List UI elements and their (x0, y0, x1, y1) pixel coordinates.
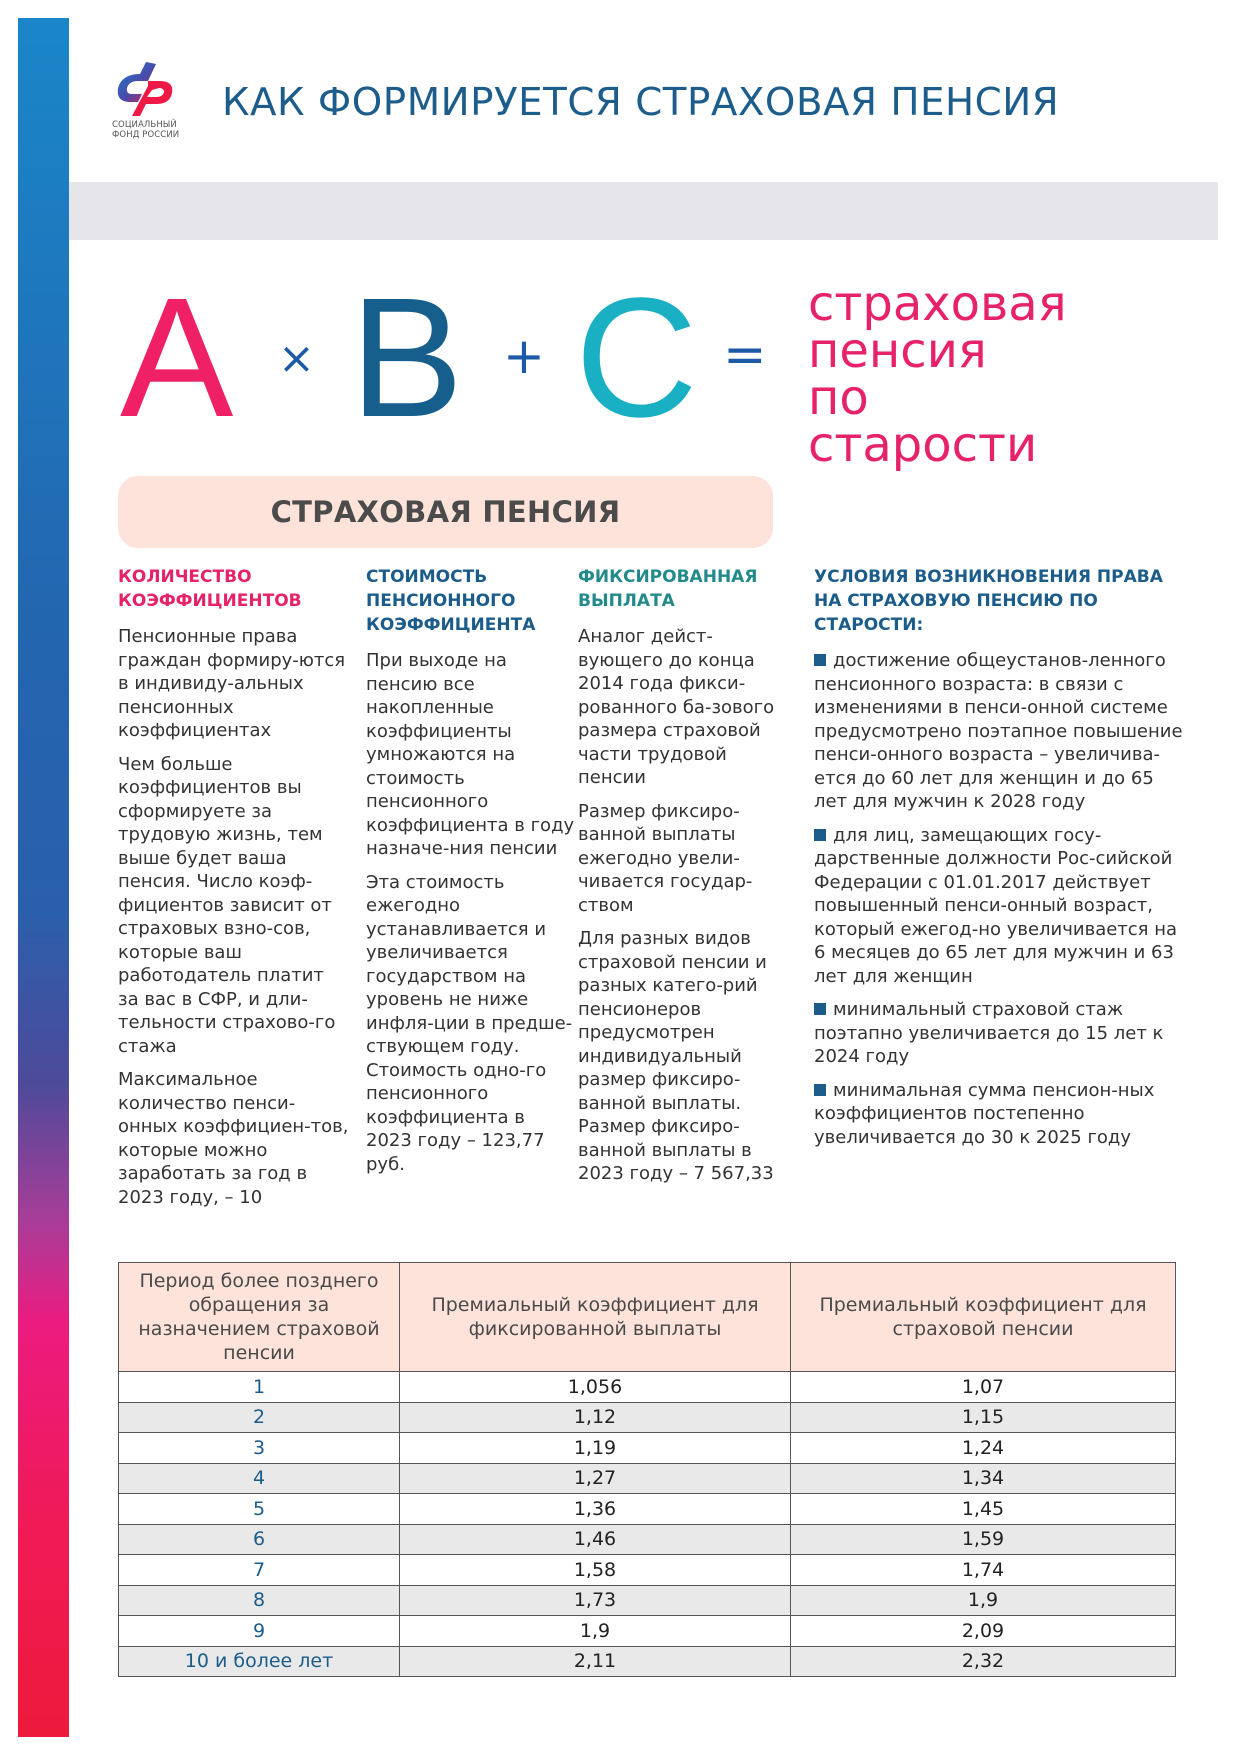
table-header-row (119, 1263, 1176, 1372)
period-cell: 3 (119, 1433, 400, 1464)
header-fixed-payment-coefficient: Премиальный коэффициент для фиксированной выплаты (400, 1263, 791, 1372)
formula-result-line-2: пенсия (808, 323, 987, 379)
insurance-pension-coefficient-cell: 1,74 (791, 1555, 1176, 1586)
fixed-payment-coefficient-cell: 1,58 (400, 1555, 791, 1586)
table-row (119, 1433, 1176, 1464)
column-paragraph: Размер фиксиро-ванной выплаты ежегодно увели-чивается государ-ством (578, 800, 753, 916)
period-cell: 10 и более лет (119, 1646, 400, 1677)
period-cell: 9 (119, 1616, 400, 1647)
insurance-pension-coefficient-cell: 1,24 (791, 1433, 1176, 1464)
insurance-pension-coefficient-cell: 1,59 (791, 1524, 1176, 1555)
formula-plus-sign: + (503, 327, 545, 385)
condition-item: достижение общеустанов-ленного пенсионного возраста: в связи с изменениями в пенси-онной системе предусмотрено поэтапное повышение пенси-онного возраста – увеличива-ется до 60 лет для женщин и до 65 лет для мужчин к 2028 году (814, 650, 1183, 812)
condition-item: минимальная сумма пенсион-ных коэффициентов постепенно увеличивается до 30 к 2025 году (814, 1079, 1155, 1148)
header-divider-band (69, 182, 1218, 240)
decorative-gradient-bar (18, 18, 69, 1737)
fixed-payment-coefficient-cell: 1,19 (400, 1433, 791, 1464)
column-coefficient-cost (366, 565, 576, 1186)
column-paragraph: Эта стоимость ежегодно устанавливается и увеличивается государством на уровень не ниже инфля-ции в предше-ствующем году. Стоимость одно-го пенсионного коэффициента в 2023 году – 123,77 руб. (366, 871, 573, 1175)
column-coefficient-count (118, 565, 350, 1219)
logo-line-2: ФОНД РОССИИ (112, 130, 180, 140)
fixed-payment-coefficient-cell: 2,11 (400, 1646, 791, 1677)
fixed-payment-coefficient-cell: 1,056 (400, 1372, 791, 1403)
column-paragraph: Для разных видов страховой пенсии и разных катего-рий пенсионеров предусмотрен индивидуальный размер фиксиро-ванной выплаты. Размер фиксиро-ванной выплаты в 2023 году – 7 567,33 (578, 928, 774, 1184)
table-row (119, 1616, 1176, 1647)
column-heading: ФИКСИРОВАННАЯ ВЫПЛАТА (578, 567, 758, 611)
period-cell: 8 (119, 1585, 400, 1616)
page-title: КАК ФОРМИРУЕТСЯ СТРАХОВАЯ ПЕНСИЯ (222, 80, 1060, 124)
sfr-logo-icon (112, 60, 178, 118)
column-paragraph: Пенсионные права граждан формиру-ются в индивиду-альных пенсионных коэффициентах (118, 626, 346, 741)
period-cell: 5 (119, 1494, 400, 1525)
logo-line-1: СОЦИАЛЬНЫЙ (112, 120, 177, 130)
column-paragraph: Максимальное количество пенси-онных коэффициен-тов, которые можно заработать за год в 2023 году, – 10 (118, 1069, 349, 1208)
column-paragraph: При выходе на пенсию все накопленные коэффициенты умножаются на стоимость пенсионного коэффициента в году назначе-ния пенсии (366, 650, 575, 859)
period-cell: 4 (119, 1463, 400, 1494)
fixed-payment-coefficient-cell: 1,73 (400, 1585, 791, 1616)
formula-term-b: B (350, 263, 464, 453)
section-title-pill (118, 476, 773, 548)
square-bullet-icon (814, 654, 826, 666)
column-eligibility-conditions (814, 565, 1184, 1159)
table-row (119, 1463, 1176, 1494)
formula-result-line-1: страховая (808, 276, 1067, 332)
premium-coefficient-table (118, 1262, 1176, 1677)
square-bullet-icon (814, 1003, 826, 1015)
insurance-pension-coefficient-cell: 1,15 (791, 1402, 1176, 1433)
header-period: Период более позднего обращения за назначением страховой пенсии (119, 1263, 400, 1372)
period-cell: 1 (119, 1372, 400, 1403)
column-paragraph: Чем больше коэффициентов вы сформируете за трудовую жизнь, тем выше будет ваша пенсия. Число коэф-фициентов зависит от страховых взно-сов, которые ваш работодатель платит за вас в СФР, и дли-тельности страхово-го стажа (118, 753, 336, 1057)
insurance-pension-coefficient-cell: 1,34 (791, 1463, 1176, 1494)
column-heading: СТОИМОСТЬ ПЕНСИОННОГО КОЭФФИЦИЕНТА (366, 567, 536, 635)
period-cell: 6 (119, 1524, 400, 1555)
table-row (119, 1372, 1176, 1403)
insurance-pension-coefficient-cell: 1,45 (791, 1494, 1176, 1525)
fixed-payment-coefficient-cell: 1,9 (400, 1616, 791, 1647)
condition-item: минимальный страховой стаж поэтапно увеличивается до 15 лет к 2024 году (814, 999, 1164, 1067)
condition-item: для лиц, замещающих госу-дарственные должности Рос-сийской Федерации с 01.01.2017 действует повышенный пенси-онный возраст, который ежегод-но увеличивается на 6 месяцев до 65 лет для мужчин и 63 лет для женщин (814, 824, 1178, 987)
table-row (119, 1524, 1176, 1555)
insurance-pension-coefficient-cell: 2,09 (791, 1616, 1176, 1647)
section-title: СТРАХОВАЯ ПЕНСИЯ (270, 495, 621, 529)
fixed-payment-coefficient-cell: 1,27 (400, 1463, 791, 1494)
column-heading: УСЛОВИЯ ВОЗНИКНОВЕНИЯ ПРАВА НА СТРАХОВУЮ ПЕНСИЮ ПО СТАРОСТИ: (814, 567, 1163, 635)
insurance-pension-coefficient-cell: 2,32 (791, 1646, 1176, 1677)
formula-term-c: C (575, 263, 698, 453)
formula-equals-sign: = (723, 325, 767, 385)
formula-term-a: A (120, 263, 234, 453)
table-row (119, 1494, 1176, 1525)
table-row (119, 1555, 1176, 1586)
column-paragraph: Аналог дейст-вующего до конца 2014 года фикси-рованного ба-зового размера страховой части трудовой пенсии (578, 626, 775, 788)
table-row (119, 1402, 1176, 1433)
square-bullet-icon (814, 829, 826, 841)
insurance-pension-coefficient-cell: 1,07 (791, 1372, 1176, 1403)
column-fixed-payment (578, 565, 790, 1196)
formula-times-sign: × (278, 333, 315, 384)
sfr-logo (112, 60, 196, 140)
table-row (119, 1646, 1176, 1677)
formula-result-line-3: по старости (808, 370, 1038, 473)
header-insurance-pension-coefficient: Премиальный коэффициент для страховой пенсии (791, 1263, 1176, 1372)
period-cell: 2 (119, 1402, 400, 1433)
period-cell: 7 (119, 1555, 400, 1586)
column-heading: КОЛИЧЕСТВО КОЭФФИЦИЕНТОВ (118, 567, 302, 611)
fixed-payment-coefficient-cell: 1,36 (400, 1494, 791, 1525)
formula-result (808, 276, 1067, 473)
insurance-pension-coefficient-cell: 1,9 (791, 1585, 1176, 1616)
table-row (119, 1585, 1176, 1616)
fixed-payment-coefficient-cell: 1,12 (400, 1402, 791, 1433)
square-bullet-icon (814, 1084, 826, 1096)
fixed-payment-coefficient-cell: 1,46 (400, 1524, 791, 1555)
